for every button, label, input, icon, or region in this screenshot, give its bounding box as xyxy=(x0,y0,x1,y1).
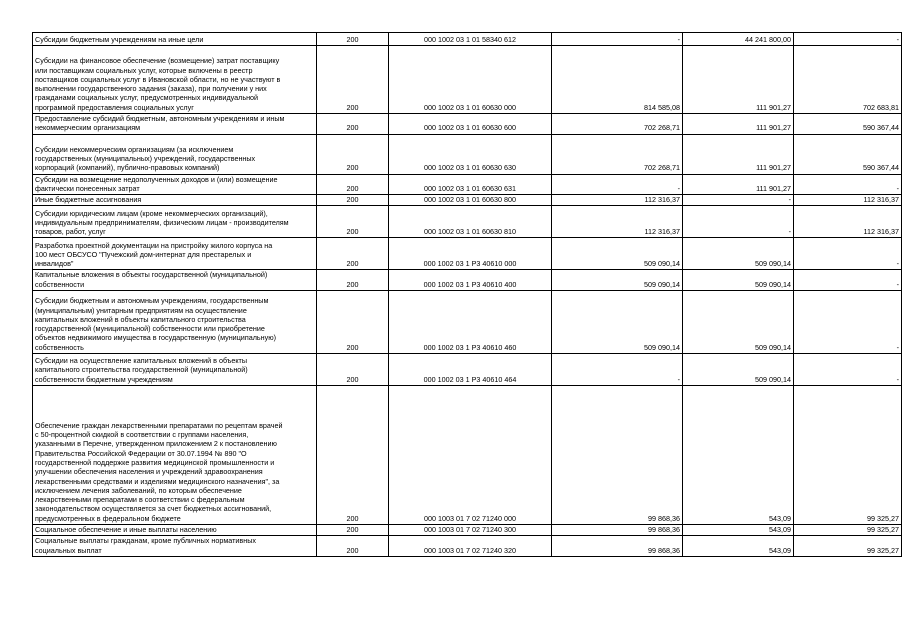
row-executed-amount-cell: 543,09 xyxy=(683,386,794,525)
row-name-cell xyxy=(33,386,317,525)
row-classification-code-cell: 000 1002 03 1 01 60630 600 xyxy=(389,114,552,135)
row-executed-amount-cell: 44 241 800,00 xyxy=(683,33,794,46)
row-code-cell: 200 xyxy=(317,134,389,174)
row-name-text: Субсидии на возмещение недополученных доходов и (или) возмещение фактически понесенных затрат xyxy=(35,174,278,193)
row-approved-amount-cell: 99 868,36 xyxy=(552,386,683,525)
row-executed-amount-cell: 509 090,14 xyxy=(683,354,794,386)
row-name-cell xyxy=(33,270,317,291)
row-classification-code-cell: 000 1002 03 1 01 60630 800 xyxy=(389,195,552,206)
table-row xyxy=(33,354,902,386)
row-classification-code-cell: 000 1003 01 7 02 71240 320 xyxy=(389,536,552,557)
row-name-cell xyxy=(33,174,317,195)
row-code-cell: 200 xyxy=(317,33,389,46)
row-executed-amount-cell: - xyxy=(683,195,794,206)
table-row xyxy=(33,536,902,557)
row-executed-amount-cell: 543,09 xyxy=(683,525,794,536)
row-executed-amount-cell: 111 901,27 xyxy=(683,134,794,174)
row-code-cell: 200 xyxy=(317,174,389,195)
row-name-cell xyxy=(33,195,317,206)
row-unexecuted-amount-cell: 590 367,44 xyxy=(794,114,902,135)
row-code-cell: 200 xyxy=(317,354,389,386)
row-name-text: Субсидии на осуществление капитальных вложений в объекты капитального строительства государственной (муниципальной) собственности бюджетным учреждениям xyxy=(35,356,248,384)
row-classification-code-cell: 000 1002 03 1 Р3 40610 400 xyxy=(389,270,552,291)
row-name-cell xyxy=(33,291,317,354)
row-unexecuted-amount-cell: - xyxy=(794,270,902,291)
row-code-cell: 200 xyxy=(317,206,389,238)
row-classification-code-cell: 000 1002 03 1 01 60630 630 xyxy=(389,134,552,174)
row-approved-amount-cell: 509 090,14 xyxy=(552,291,683,354)
table-row xyxy=(33,525,902,536)
row-approved-amount-cell: - xyxy=(552,174,683,195)
row-name-cell xyxy=(33,238,317,270)
row-approved-amount-cell: 112 316,37 xyxy=(552,195,683,206)
row-name-cell xyxy=(33,354,317,386)
table-row xyxy=(33,291,902,354)
table-row xyxy=(33,386,902,525)
row-executed-amount-cell: 543,09 xyxy=(683,536,794,557)
row-executed-amount-cell: 111 901,27 xyxy=(683,174,794,195)
row-name-cell xyxy=(33,536,317,557)
row-code-cell: 200 xyxy=(317,46,389,114)
row-executed-amount-cell: 111 901,27 xyxy=(683,46,794,114)
row-name-cell xyxy=(33,525,317,536)
table-row xyxy=(33,238,902,270)
row-name-text: Субсидии некоммерческим организациям (за исключением государственных (муниципальных) учреждений, государственных корпораций (компаний), публично-правовых компаний) xyxy=(35,144,256,173)
row-name-text: Предоставление субсидий бюджетным, автономным учреждениям и иным некоммерческим организациям xyxy=(35,114,285,133)
row-executed-amount-cell: 509 090,14 xyxy=(683,270,794,291)
row-approved-amount-cell: 702 268,71 xyxy=(552,114,683,135)
row-unexecuted-amount-cell: - xyxy=(794,238,902,270)
row-executed-amount-cell: - xyxy=(683,206,794,238)
row-name-cell xyxy=(33,134,317,174)
row-executed-amount-cell: 509 090,14 xyxy=(683,238,794,270)
row-unexecuted-amount-cell: 702 683,81 xyxy=(794,46,902,114)
row-unexecuted-amount-cell: - xyxy=(794,354,902,386)
row-classification-code-cell: 000 1002 03 1 Р3 40610 464 xyxy=(389,354,552,386)
row-code-cell: 200 xyxy=(317,525,389,536)
row-name-text: Субсидии бюджетным учреждениям на иные цели xyxy=(35,34,204,44)
row-code-cell: 200 xyxy=(317,291,389,354)
row-executed-amount-cell: 509 090,14 xyxy=(683,291,794,354)
table-row xyxy=(33,270,902,291)
row-unexecuted-amount-cell: - xyxy=(794,33,902,46)
row-classification-code-cell: 000 1002 03 1 01 58340 612 xyxy=(389,33,552,46)
row-unexecuted-amount-cell: 590 367,44 xyxy=(794,134,902,174)
row-classification-code-cell: 000 1002 03 1 01 60630 631 xyxy=(389,174,552,195)
table-row xyxy=(33,134,902,174)
row-name-text: Субсидии юридическим лицам (кроме некоммерческих организаций), индивидуальным предпринимателям, физическим лицам - производителям товаров, работ, услуг xyxy=(35,208,289,237)
row-code-cell: 200 xyxy=(317,386,389,525)
row-approved-amount-cell: - xyxy=(552,354,683,386)
row-name-text: Субсидии бюджетным и автономным учреждениям, государственным (муниципальным) унитарным предприятиям на осуществление капитальных вложений в объекты капитального строительства государственной (муниципальной) собственности или приобретение объектов недвижимого имущества в государственную (муниципальную) собственность xyxy=(35,296,277,352)
row-classification-code-cell: 000 1002 03 1 Р3 40610 460 xyxy=(389,291,552,354)
row-executed-amount-cell: 111 901,27 xyxy=(683,114,794,135)
row-classification-code-cell: 000 1002 03 1 Р3 40610 000 xyxy=(389,238,552,270)
row-approved-amount-cell: 509 090,14 xyxy=(552,238,683,270)
row-name-text: Социальное обеспечение и иные выплаты населению xyxy=(35,525,217,535)
row-code-cell: 200 xyxy=(317,238,389,270)
table-row xyxy=(33,114,902,135)
table-row xyxy=(33,174,902,195)
row-unexecuted-amount-cell: 112 316,37 xyxy=(794,206,902,238)
row-unexecuted-amount-cell: 99 325,27 xyxy=(794,386,902,525)
row-unexecuted-amount-cell: 112 316,37 xyxy=(794,195,902,206)
row-name-cell xyxy=(33,46,317,114)
row-approved-amount-cell: 112 316,37 xyxy=(552,206,683,238)
row-approved-amount-cell: 99 868,36 xyxy=(552,536,683,557)
row-approved-amount-cell: 702 268,71 xyxy=(552,134,683,174)
row-code-cell: 200 xyxy=(317,114,389,135)
row-name-text: Субсидии на финансовое обеспечение (возмещение) затрат поставщику или поставщикам социальных услуг, которые включены в реестр поставщиков социальных услуг в Ивановской области, но не участвуют в выполнении государственного задания (заказа), при получении у них гражданами социальных услуг, предусмотренных индивидуальной программой предоставления социальных услуг xyxy=(35,56,281,112)
row-approved-amount-cell: 509 090,14 xyxy=(552,270,683,291)
row-name-cell xyxy=(33,206,317,238)
row-code-cell: 200 xyxy=(317,195,389,206)
budget-table-body xyxy=(33,33,902,557)
row-name-text: Иные бюджетные ассигнования xyxy=(35,195,142,205)
row-name-cell xyxy=(33,33,317,46)
row-name-text: Социальные выплаты гражданам, кроме публичных нормативных социальных выплат xyxy=(35,536,256,555)
row-unexecuted-amount-cell: 99 325,27 xyxy=(794,525,902,536)
row-unexecuted-amount-cell: - xyxy=(794,174,902,195)
row-unexecuted-amount-cell: 99 325,27 xyxy=(794,536,902,557)
row-name-text: Разработка проектной документации на пристройку жилого корпуса на 100 мест ОБСУСО "Пучежский дом-интернат для престарелых и инвалидов" xyxy=(35,240,273,269)
row-unexecuted-amount-cell: - xyxy=(794,291,902,354)
row-classification-code-cell: 000 1003 01 7 02 71240 300 xyxy=(389,525,552,536)
table-row xyxy=(33,33,902,46)
row-code-cell: 200 xyxy=(317,536,389,557)
table-row xyxy=(33,206,902,238)
row-code-cell: 200 xyxy=(317,270,389,291)
row-name-text: Капитальные вложения в объекты государственной (муниципальной) собственности xyxy=(35,270,268,289)
row-approved-amount-cell: - xyxy=(552,33,683,46)
row-approved-amount-cell: 814 585,08 xyxy=(552,46,683,114)
row-classification-code-cell: 000 1002 03 1 01 60630 000 xyxy=(389,46,552,114)
table-row xyxy=(33,46,902,114)
row-name-cell xyxy=(33,114,317,135)
row-name-text: Обеспечение граждан лекарственными препаратами по рецептам врачей с 50-процентной скидкой в соответствии с группами населения, указанными в Перечне, утвержденном приложением 2 к постановлению Правительства Российской Федерации от 30.07.1994 № 890 "О государственной поддержке развития медицинской промышленности и улучшении обеспечения населения и учреждений здравоохранения лекарственными средствами и изделиями медицинского назначения", за исключением лечения заболеваний, по которым обеспечение лекарственными препаратами в соответствии с федеральным законодательством осуществляется за счет бюджетных ассигнований, предусмотренных в федеральном бюджете xyxy=(35,420,283,523)
row-classification-code-cell: 000 1002 03 1 01 60630 810 xyxy=(389,206,552,238)
budget-table xyxy=(32,32,902,557)
row-classification-code-cell: 000 1003 01 7 02 71240 000 xyxy=(389,386,552,525)
row-approved-amount-cell: 99 868,36 xyxy=(552,525,683,536)
table-row xyxy=(33,195,902,206)
